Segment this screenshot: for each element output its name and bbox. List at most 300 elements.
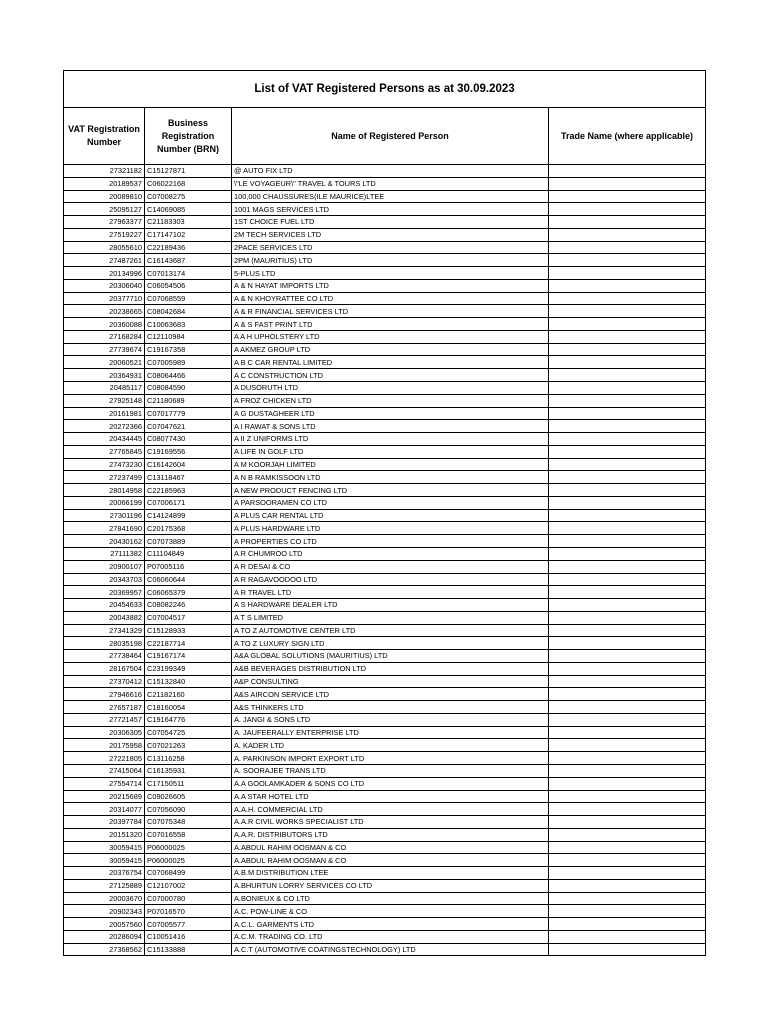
registered-person-name-cell: 2PACE SERVICES LTD	[232, 241, 549, 254]
brn-cell: C07056090	[145, 803, 232, 816]
table-row	[64, 496, 706, 509]
trade-name-cell	[549, 292, 706, 305]
vat-registration-number-cell: 20364931	[64, 369, 145, 382]
table-row	[64, 586, 706, 599]
table-row	[64, 318, 706, 331]
registered-person-name-cell: A M KOORJAH LIMITED	[232, 458, 549, 471]
table-row	[64, 930, 706, 943]
brn-cell: C07068559	[145, 292, 232, 305]
trade-name-cell	[549, 599, 706, 612]
vat-registration-number-cell: 27841690	[64, 522, 145, 535]
registered-person-name-cell: 100,000 CHAUSSURES(ILE MAURICE)LTEE	[232, 190, 549, 203]
registered-person-name-cell: A. PARKINSON IMPORT EXPORT LTD	[232, 752, 549, 765]
vat-registration-number-cell: 27519227	[64, 228, 145, 241]
vat-registration-number-cell: 27341329	[64, 624, 145, 637]
vat-registration-number-cell: 20003670	[64, 892, 145, 905]
trade-name-cell	[549, 764, 706, 777]
vat-registration-number-cell: 20434445	[64, 433, 145, 446]
brn-cell: C23199349	[145, 662, 232, 675]
brn-cell: C16135931	[145, 764, 232, 777]
brn-cell: C08084590	[145, 382, 232, 395]
vat-registration-number-cell: 20175958	[64, 739, 145, 752]
brn-cell: C09026605	[145, 790, 232, 803]
trade-name-cell	[549, 624, 706, 637]
table-row	[64, 943, 706, 956]
registered-person-name-cell: A&S THINKERS LTD	[232, 701, 549, 714]
trade-name-cell	[549, 305, 706, 318]
table-row	[64, 790, 706, 803]
table-row	[64, 918, 706, 931]
trade-name-cell	[549, 254, 706, 267]
trade-name-cell	[549, 930, 706, 943]
brn-cell: C12107002	[145, 879, 232, 892]
trade-name-cell	[549, 828, 706, 841]
registered-person-name-cell: A&P CONSULTING	[232, 675, 549, 688]
brn-cell: C08077430	[145, 433, 232, 446]
vat-registration-number-cell: 20286094	[64, 930, 145, 943]
registered-person-name-cell: A.A STAR HOTEL LTD	[232, 790, 549, 803]
table-row	[64, 292, 706, 305]
table-row	[64, 752, 706, 765]
table-row	[64, 573, 706, 586]
trade-name-cell	[549, 407, 706, 420]
vat-registration-number-cell: 20089810	[64, 190, 145, 203]
table-row	[64, 739, 706, 752]
table-row	[64, 165, 706, 178]
vat-registration-number-cell: 28055610	[64, 241, 145, 254]
table-row	[64, 330, 706, 343]
trade-name-cell	[549, 739, 706, 752]
trade-name-cell	[549, 420, 706, 433]
vat-registration-number-cell: 27301196	[64, 509, 145, 522]
table-row	[64, 726, 706, 739]
brn-cell: C07054725	[145, 726, 232, 739]
vat-registration-number-cell: 20397784	[64, 816, 145, 829]
registered-person-name-cell: A I RAWAT & SONS LTD	[232, 420, 549, 433]
table-row	[64, 433, 706, 446]
brn-cell: C12110984	[145, 330, 232, 343]
registered-person-name-cell: A C CONSTRUCTION LTD	[232, 369, 549, 382]
vat-registration-number-cell: 28167504	[64, 662, 145, 675]
registered-person-name-cell: 5-PLUS LTD	[232, 267, 549, 280]
vat-registration-number-cell: 20060521	[64, 356, 145, 369]
vat-registration-number-cell: 28035198	[64, 637, 145, 650]
brn-cell: C19167174	[145, 650, 232, 663]
vat-registered-persons-table	[63, 70, 706, 956]
table-row	[64, 611, 706, 624]
trade-name-cell	[549, 854, 706, 867]
trade-name-cell	[549, 228, 706, 241]
trade-name-cell	[549, 356, 706, 369]
table-row	[64, 879, 706, 892]
vat-registration-number-cell: 20161981	[64, 407, 145, 420]
brn-cell: C07075348	[145, 816, 232, 829]
brn-cell: C07021263	[145, 739, 232, 752]
vat-registration-number-cell: 30059415	[64, 854, 145, 867]
registered-person-name-cell: A&B BEVERAGES DISTRIBUTION LTD	[232, 662, 549, 675]
registered-person-name-cell: A LIFE IN GOLF LTD	[232, 445, 549, 458]
table-row	[64, 624, 706, 637]
trade-name-cell	[549, 241, 706, 254]
brn-cell: C08042684	[145, 305, 232, 318]
trade-name-cell	[549, 611, 706, 624]
registered-person-name-cell: A N B RAMKISSOON LTD	[232, 471, 549, 484]
trade-name-cell	[549, 330, 706, 343]
brn-cell: C19164776	[145, 713, 232, 726]
trade-name-cell	[549, 586, 706, 599]
trade-name-cell	[549, 777, 706, 790]
brn-cell: C14124899	[145, 509, 232, 522]
vat-registration-number-cell: 27487261	[64, 254, 145, 267]
table-row	[64, 190, 706, 203]
vat-registration-number-cell: 20377710	[64, 292, 145, 305]
trade-name-cell	[549, 918, 706, 931]
trade-name-cell	[549, 790, 706, 803]
vat-registration-number-cell: 20306040	[64, 279, 145, 292]
trade-name-cell	[549, 471, 706, 484]
registered-person-name-cell: A.C. POW-LINE & CO	[232, 905, 549, 918]
brn-cell: C08064466	[145, 369, 232, 382]
brn-cell: C22185963	[145, 484, 232, 497]
trade-name-cell	[549, 943, 706, 956]
trade-name-cell	[549, 701, 706, 714]
registered-person-name-cell: A AKMEZ GROUP LTD	[232, 343, 549, 356]
registered-person-name-cell: 2PM (MAURITIUS) LTD	[232, 254, 549, 267]
vat-registration-number-cell: 25095127	[64, 203, 145, 216]
table-row	[64, 203, 706, 216]
trade-name-cell	[549, 675, 706, 688]
registered-person-name-cell: A DUSORUTH LTD	[232, 382, 549, 395]
vat-registration-number-cell: 27738464	[64, 650, 145, 663]
table-row	[64, 637, 706, 650]
registered-person-name-cell: A G DUSTAGHEER LTD	[232, 407, 549, 420]
trade-name-cell	[549, 867, 706, 880]
table-row	[64, 535, 706, 548]
brn-cell: C10051416	[145, 930, 232, 943]
header-name-of-registered-person: Name of Registered Person	[232, 108, 549, 165]
trade-name-cell	[549, 267, 706, 280]
vat-registration-number-cell: 20134996	[64, 267, 145, 280]
vat-registration-number-cell: 20376754	[64, 867, 145, 880]
table-row	[64, 713, 706, 726]
brn-cell: C07073889	[145, 535, 232, 548]
brn-cell: C14069085	[145, 203, 232, 216]
table-row	[64, 369, 706, 382]
registered-person-name-cell: A&A GLOBAL SOLUTIONS (MAURITIUS) LTD	[232, 650, 549, 663]
table-row	[64, 701, 706, 714]
vat-registration-number-cell: 27125889	[64, 879, 145, 892]
brn-cell: C07008275	[145, 190, 232, 203]
brn-cell: C07013174	[145, 267, 232, 280]
brn-cell: C13116258	[145, 752, 232, 765]
registered-person-name-cell: A.A.R. DISTRIBUTORS LTD	[232, 828, 549, 841]
brn-cell: C20175368	[145, 522, 232, 535]
table-row	[64, 305, 706, 318]
vat-registration-number-cell: 30059415	[64, 841, 145, 854]
trade-name-cell	[549, 369, 706, 382]
table-row	[64, 241, 706, 254]
table-row	[64, 905, 706, 918]
registered-person-name-cell: A R RAGAVOODOO LTD	[232, 573, 549, 586]
brn-cell: C08082246	[145, 599, 232, 612]
vat-registration-number-cell: 27321182	[64, 165, 145, 178]
registered-person-name-cell: 1001 MAGS SERVICES LTD	[232, 203, 549, 216]
brn-cell: C19169556	[145, 445, 232, 458]
registered-person-name-cell: A & R FINANCIAL SERVICES LTD	[232, 305, 549, 318]
brn-cell: C07006171	[145, 496, 232, 509]
table-row	[64, 803, 706, 816]
registered-person-name-cell: A NEW PRODUCT FENCING LTD	[232, 484, 549, 497]
table-row	[64, 382, 706, 395]
trade-name-cell	[549, 892, 706, 905]
table-row	[64, 547, 706, 560]
brn-cell: C06060644	[145, 573, 232, 586]
table-row	[64, 216, 706, 229]
trade-name-cell	[549, 458, 706, 471]
table-row	[64, 816, 706, 829]
brn-cell: P07016570	[145, 905, 232, 918]
table-row	[64, 599, 706, 612]
table-row	[64, 279, 706, 292]
vat-registration-number-cell: 27168284	[64, 330, 145, 343]
trade-name-cell	[549, 662, 706, 675]
brn-cell: C22187714	[145, 637, 232, 650]
header-vat-registration-number: VAT Registration Number	[64, 108, 145, 165]
vat-registration-number-cell: 27370412	[64, 675, 145, 688]
table-row	[64, 254, 706, 267]
trade-name-cell	[549, 343, 706, 356]
brn-cell: C17150511	[145, 777, 232, 790]
brn-cell: C10063683	[145, 318, 232, 331]
header-trade-name: Trade Name (where applicable)	[549, 108, 706, 165]
trade-name-cell	[549, 522, 706, 535]
vat-registration-number-cell: 20485117	[64, 382, 145, 395]
vat-registration-number-cell: 27765845	[64, 445, 145, 458]
registered-person-name-cell: A PLUS CAR RENTAL LTD	[232, 509, 549, 522]
trade-name-cell	[549, 484, 706, 497]
table-row	[64, 509, 706, 522]
table-row	[64, 662, 706, 675]
trade-name-cell	[549, 841, 706, 854]
brn-cell: C06065379	[145, 586, 232, 599]
vat-registration-number-cell: 27721457	[64, 713, 145, 726]
vat-registration-number-cell: 27473230	[64, 458, 145, 471]
vat-registration-number-cell: 27111382	[64, 547, 145, 560]
vat-registration-number-cell: 27221805	[64, 752, 145, 765]
registered-person-name-cell: A R CHUMROO LTD	[232, 547, 549, 560]
table-row	[64, 458, 706, 471]
vat-registration-number-cell: 20215689	[64, 790, 145, 803]
registered-person-name-cell: A & N KHOYRATTEE CO LTD	[232, 292, 549, 305]
vat-registration-number-cell: 20272366	[64, 420, 145, 433]
vat-registration-number-cell: 27925148	[64, 394, 145, 407]
registered-person-name-cell: A FROZ CHICKEN LTD	[232, 394, 549, 407]
registered-person-name-cell: A & N HAYAT IMPORTS LTD	[232, 279, 549, 292]
registered-person-name-cell: A&S AIRCON SERVICE LTD	[232, 688, 549, 701]
trade-name-cell	[549, 752, 706, 765]
trade-name-cell	[549, 688, 706, 701]
trade-name-cell	[549, 547, 706, 560]
registered-person-name-cell: A PARSOORAMEN CO LTD	[232, 496, 549, 509]
vat-registration-number-cell: 20057560	[64, 918, 145, 931]
registered-person-name-cell: A.BHURTUN LORRY SERVICES CO LTD	[232, 879, 549, 892]
table-row	[64, 841, 706, 854]
registered-person-name-cell: 1ST CHOICE FUEL LTD	[232, 216, 549, 229]
brn-cell: C16142604	[145, 458, 232, 471]
trade-name-cell	[549, 573, 706, 586]
table-row	[64, 343, 706, 356]
trade-name-cell	[549, 382, 706, 395]
vat-registration-number-cell: 20900107	[64, 560, 145, 573]
vat-registration-number-cell: 20151320	[64, 828, 145, 841]
registered-person-name-cell: \"LE VOYAGEUR\" TRAVEL & TOURS LTD	[232, 177, 549, 190]
table-row	[64, 867, 706, 880]
table-body	[64, 165, 706, 956]
registered-person-name-cell: A S HARDWARE DEALER LTD	[232, 599, 549, 612]
vat-registration-number-cell: 27368562	[64, 943, 145, 956]
table-row	[64, 445, 706, 458]
table-row	[64, 471, 706, 484]
trade-name-cell	[549, 803, 706, 816]
table-row	[64, 892, 706, 905]
brn-cell: C06022168	[145, 177, 232, 190]
brn-cell: C22189436	[145, 241, 232, 254]
registered-person-name-cell: A.ABDUL RAHIM OOSMAN & CO	[232, 854, 549, 867]
table-row	[64, 828, 706, 841]
registered-person-name-cell: A TO Z AUTOMOTIVE CENTER LTD	[232, 624, 549, 637]
registered-person-name-cell: A.A.R CIVIL WORKS SPECIALIST LTD	[232, 816, 549, 829]
trade-name-cell	[549, 509, 706, 522]
table-row	[64, 854, 706, 867]
registered-person-name-cell: A B C CAR RENTAL LIMITED	[232, 356, 549, 369]
registered-person-name-cell: A.ABDUL RAHIM OOSMAN & CO	[232, 841, 549, 854]
brn-cell: C07005989	[145, 356, 232, 369]
registered-person-name-cell: A.C.L. GARMENTS LTD	[232, 918, 549, 931]
registered-person-name-cell: A.A GOOLAMKADER & SONS CO LTD	[232, 777, 549, 790]
registered-person-name-cell: A.A.H. COMMERCIAL LTD	[232, 803, 549, 816]
trade-name-cell	[549, 190, 706, 203]
registered-person-name-cell: A PROPERTIES CO LTD	[232, 535, 549, 548]
registered-person-name-cell: A R DESAI & CO	[232, 560, 549, 573]
table-row	[64, 675, 706, 688]
registered-person-name-cell: A PLUS HARDWARE LTD	[232, 522, 549, 535]
vat-registration-number-cell: 27415064	[64, 764, 145, 777]
registered-person-name-cell: A.B.M DISTRIBUTION LTEE	[232, 867, 549, 880]
brn-cell: C21183303	[145, 216, 232, 229]
brn-cell: P06000025	[145, 854, 232, 867]
brn-cell: C07016558	[145, 828, 232, 841]
brn-cell: C11104849	[145, 547, 232, 560]
vat-registration-number-cell: 20314077	[64, 803, 145, 816]
registered-person-name-cell: A & S FAST PRINT LTD	[232, 318, 549, 331]
brn-cell: C15133888	[145, 943, 232, 956]
table-row	[64, 650, 706, 663]
trade-name-cell	[549, 816, 706, 829]
trade-name-cell	[549, 905, 706, 918]
vat-registration-number-cell: 20430162	[64, 535, 145, 548]
registered-person-name-cell: 2M TECH SERVICES LTD	[232, 228, 549, 241]
registered-person-name-cell: A. JANGI & SONS LTD	[232, 713, 549, 726]
trade-name-cell	[549, 279, 706, 292]
table-row	[64, 777, 706, 790]
trade-name-cell	[549, 535, 706, 548]
brn-cell: C17147102	[145, 228, 232, 241]
document-title: List of VAT Registered Persons as at 30.09.2023	[64, 71, 706, 108]
vat-registration-number-cell: 28014958	[64, 484, 145, 497]
trade-name-cell	[549, 216, 706, 229]
brn-cell: C16143687	[145, 254, 232, 267]
brn-cell: C07000780	[145, 892, 232, 905]
table-row	[64, 560, 706, 573]
table-row	[64, 764, 706, 777]
trade-name-cell	[549, 637, 706, 650]
vat-registration-number-cell: 20902343	[64, 905, 145, 918]
trade-name-cell	[549, 433, 706, 446]
table-row	[64, 267, 706, 280]
trade-name-cell	[549, 560, 706, 573]
trade-name-cell	[549, 394, 706, 407]
table-row	[64, 407, 706, 420]
vat-registration-number-cell: 27657187	[64, 701, 145, 714]
registered-person-name-cell: A T S LIMITED	[232, 611, 549, 624]
brn-cell: C13118467	[145, 471, 232, 484]
vat-registration-number-cell: 20360088	[64, 318, 145, 331]
vat-registration-number-cell: 20043882	[64, 611, 145, 624]
table-row	[64, 356, 706, 369]
brn-cell: C07005577	[145, 918, 232, 931]
vat-registration-number-cell: 20454633	[64, 599, 145, 612]
vat-registration-number-cell: 27739674	[64, 343, 145, 356]
table-row	[64, 420, 706, 433]
vat-registration-number-cell: 27554714	[64, 777, 145, 790]
trade-name-cell	[549, 726, 706, 739]
vat-registration-number-cell: 20238665	[64, 305, 145, 318]
registered-person-name-cell: A. KADER LTD	[232, 739, 549, 752]
brn-cell: C07004517	[145, 611, 232, 624]
header-business-registration-number: Business Registration Number (BRN)	[145, 108, 232, 165]
registered-person-name-cell: A. SOORAJEE TRANS LTD	[232, 764, 549, 777]
registered-person-name-cell: A R TRAVEL LTD	[232, 586, 549, 599]
registered-person-name-cell: @ AUTO FIX LTD	[232, 165, 549, 178]
trade-name-cell	[549, 177, 706, 190]
table-row	[64, 484, 706, 497]
table-row	[64, 394, 706, 407]
trade-name-cell	[549, 445, 706, 458]
trade-name-cell	[549, 650, 706, 663]
registered-person-name-cell: A II Z UNIFORMS LTD	[232, 433, 549, 446]
vat-registration-number-cell: 27237499	[64, 471, 145, 484]
brn-cell: C15132840	[145, 675, 232, 688]
brn-cell: C18160054	[145, 701, 232, 714]
vat-registration-number-cell: 20343703	[64, 573, 145, 586]
registered-person-name-cell: A.C.T (AUTOMOTIVE COATINGSTECHNOLOGY) LTD	[232, 943, 549, 956]
table-row	[64, 177, 706, 190]
trade-name-cell	[549, 713, 706, 726]
table-row	[64, 688, 706, 701]
brn-cell: C06054506	[145, 279, 232, 292]
brn-cell: C19167358	[145, 343, 232, 356]
registered-person-name-cell: A.C.M. TRADING CO. LTD	[232, 930, 549, 943]
trade-name-cell	[549, 318, 706, 331]
vat-registration-number-cell: 27963377	[64, 216, 145, 229]
vat-registration-number-cell: 20306305	[64, 726, 145, 739]
vat-registration-number-cell: 20189537	[64, 177, 145, 190]
trade-name-cell	[549, 879, 706, 892]
registered-person-name-cell: A.BONIEUX & CO LTD	[232, 892, 549, 905]
brn-cell: C15128933	[145, 624, 232, 637]
brn-cell: C07017779	[145, 407, 232, 420]
vat-registration-number-cell: 20066199	[64, 496, 145, 509]
